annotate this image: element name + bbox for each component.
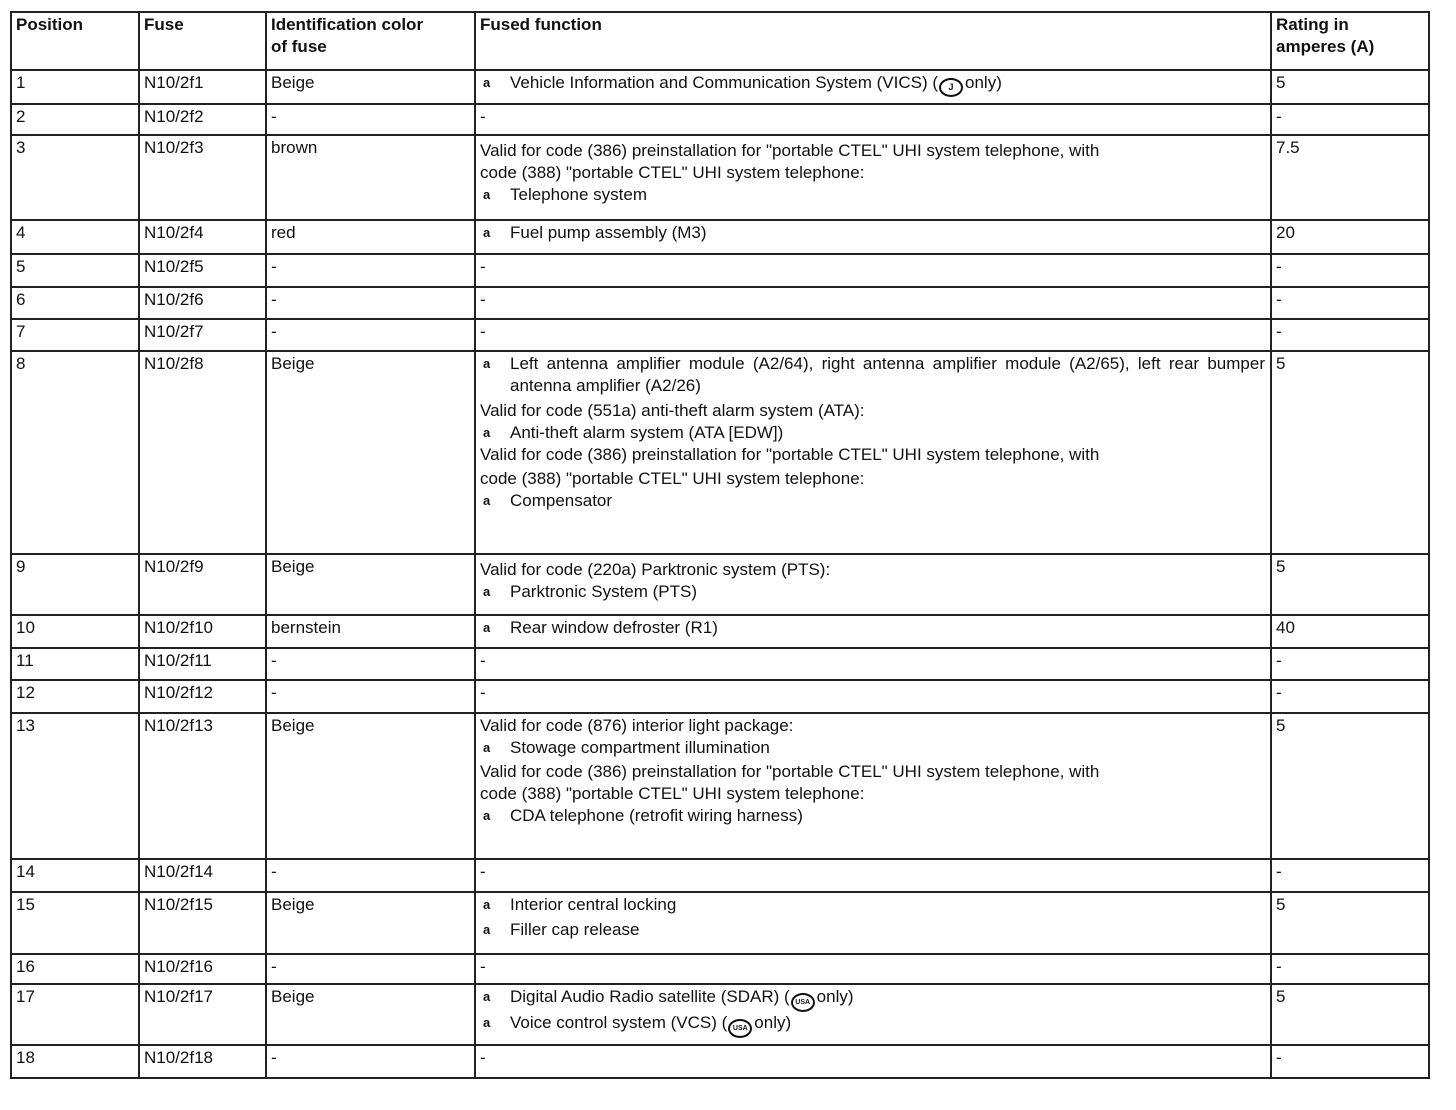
cell-color: - — [266, 680, 475, 713]
cell-fuse: N10/2f3 — [139, 135, 266, 220]
cell-position: 18 — [11, 1045, 139, 1078]
header-position: Position — [11, 12, 139, 70]
header-fused-function: Fused function — [475, 12, 1271, 70]
cell-color: brown — [266, 135, 475, 220]
usa-version-icon: USA — [791, 993, 815, 1012]
table-row — [11, 615, 1429, 648]
table-row — [11, 319, 1429, 351]
cell-rating: - — [1271, 287, 1429, 319]
cell-color: - — [266, 648, 475, 680]
cell-fuse: N10/2f15 — [139, 892, 266, 954]
cell-function: a Left antenna amplifier module (A2/64), right antenna amplifier module (A2/65), left rear bumper antenna amplifier (A2/26) Valid for code (551a) anti-theft alarm system (ATA): a Anti-theft alarm system (ATA [EDW]) Valid for code (386) preinstallation for "portable CTEL" UHI system telephone, with code (388) "portable CTEL" UHI system telephone: a Compensator — [475, 351, 1271, 554]
table-row — [11, 254, 1429, 287]
function-item: a Rear window defroster (R1) — [480, 617, 1265, 639]
cell-rating: - — [1271, 680, 1429, 713]
japan-version-icon: J — [939, 78, 963, 97]
fuse-table-container — [10, 11, 1430, 1079]
table-row — [11, 892, 1429, 954]
function-item: a Stowage compartment illumination — [480, 737, 1265, 759]
cell-function: - — [475, 648, 1271, 680]
cell-function — [475, 892, 1271, 954]
cell-color: Beige — [266, 351, 475, 554]
table-row — [11, 135, 1429, 220]
cell-rating: - — [1271, 1045, 1429, 1078]
cell-position: 1 — [11, 70, 139, 104]
cell-rating: 5 — [1271, 351, 1429, 554]
cell-rating: 20 — [1271, 220, 1429, 254]
table-row — [11, 713, 1429, 859]
cell-color: red — [266, 220, 475, 254]
cell-fuse: N10/2f14 — [139, 859, 266, 892]
cell-position: 8 — [11, 351, 139, 554]
cell-position: 15 — [11, 892, 139, 954]
function-item: a Compensator — [480, 490, 1265, 512]
cell-color: Beige — [266, 554, 475, 615]
table-row — [11, 984, 1429, 1045]
cell-position: 9 — [11, 554, 139, 615]
cell-color: - — [266, 319, 475, 351]
cell-color: - — [266, 859, 475, 892]
cell-rating: 5 — [1271, 70, 1429, 104]
usa-version-icon: USA — [728, 1019, 752, 1038]
cell-rating: - — [1271, 254, 1429, 287]
cell-fuse: N10/2f4 — [139, 220, 266, 254]
cell-function: - — [475, 319, 1271, 351]
cell-position: 2 — [11, 104, 139, 135]
cell-function: - — [475, 254, 1271, 287]
cell-function: Valid for code (220a) Parktronic system (PTS): a Parktronic System (PTS) — [475, 554, 1271, 615]
cell-function — [475, 615, 1271, 648]
cell-fuse: N10/2f10 — [139, 615, 266, 648]
cell-color: - — [266, 1045, 475, 1078]
cell-position: 11 — [11, 648, 139, 680]
table-row — [11, 220, 1429, 254]
cell-color: - — [266, 287, 475, 319]
cell-function: - — [475, 104, 1271, 135]
cell-function: - — [475, 680, 1271, 713]
cell-position: 7 — [11, 319, 139, 351]
cell-color: Beige — [266, 70, 475, 104]
cell-fuse: N10/2f7 — [139, 319, 266, 351]
table-row — [11, 954, 1429, 984]
cell-color: - — [266, 104, 475, 135]
cell-fuse: N10/2f6 — [139, 287, 266, 319]
cell-function: - — [475, 287, 1271, 319]
cell-color: - — [266, 254, 475, 287]
function-item: a Digital Audio Radio satellite (SDAR) ( USA only) — [480, 986, 1265, 1012]
cell-color: bernstein — [266, 615, 475, 648]
cell-rating: - — [1271, 104, 1429, 135]
header-fuse: Fuse — [139, 12, 266, 70]
table-row — [11, 104, 1429, 135]
function-item: a Fuel pump assembly (M3) — [480, 222, 1265, 244]
cell-function: Valid for code (386) preinstallation for "portable CTEL" UHI system telephone, with code (388) "portable CTEL" UHI system telephone: a Telephone system — [475, 135, 1271, 220]
cell-color: - — [266, 954, 475, 984]
cell-rating: - — [1271, 648, 1429, 680]
table-row — [11, 351, 1429, 554]
cell-rating: 5 — [1271, 892, 1429, 954]
function-item: a Filler cap release — [480, 919, 1265, 941]
cell-color: Beige — [266, 892, 475, 954]
cell-fuse: N10/2f9 — [139, 554, 266, 615]
cell-rating: 5 — [1271, 554, 1429, 615]
table-row — [11, 287, 1429, 319]
function-item: a Telephone system — [480, 184, 1265, 206]
cell-position: 6 — [11, 287, 139, 319]
cell-fuse: N10/2f8 — [139, 351, 266, 554]
cell-function — [475, 70, 1271, 104]
cell-position: 3 — [11, 135, 139, 220]
cell-fuse: N10/2f5 — [139, 254, 266, 287]
cell-position: 5 — [11, 254, 139, 287]
header-rating: Rating in amperes (A) — [1271, 12, 1429, 70]
function-item: a Anti-theft alarm system (ATA [EDW]) — [480, 422, 1265, 444]
table-row — [11, 859, 1429, 892]
cell-function: - — [475, 1045, 1271, 1078]
table-row — [11, 1045, 1429, 1078]
cell-position: 4 — [11, 220, 139, 254]
table-row — [11, 554, 1429, 615]
cell-rating: 5 — [1271, 984, 1429, 1045]
header-identification-color: Identification color of fuse — [266, 12, 475, 70]
function-item: a CDA telephone (retrofit wiring harness) — [480, 805, 1265, 827]
table-row — [11, 70, 1429, 104]
function-item: a Voice control system (VCS) ( USA only) — [480, 1012, 1265, 1038]
cell-position: 13 — [11, 713, 139, 859]
cell-rating: 40 — [1271, 615, 1429, 648]
cell-color: Beige — [266, 984, 475, 1045]
cell-rating: - — [1271, 319, 1429, 351]
cell-function — [475, 984, 1271, 1045]
cell-position: 12 — [11, 680, 139, 713]
cell-function — [475, 220, 1271, 254]
cell-rating: 7.5 — [1271, 135, 1429, 220]
cell-fuse: N10/2f1 — [139, 70, 266, 104]
function-item: a Parktronic System (PTS) — [480, 581, 1265, 603]
cell-fuse: N10/2f12 — [139, 680, 266, 713]
fuse-assignment-table — [10, 11, 1430, 1079]
cell-fuse: N10/2f16 — [139, 954, 266, 984]
cell-function: - — [475, 859, 1271, 892]
cell-fuse: N10/2f13 — [139, 713, 266, 859]
cell-function: - — [475, 954, 1271, 984]
function-item: a Interior central locking — [480, 894, 1265, 916]
cell-position: 10 — [11, 615, 139, 648]
function-item: a Left antenna amplifier module (A2/64), right antenna amplifier module (A2/65), left rear bumper antenna amplifier (A2/26) — [480, 353, 1265, 397]
cell-function: Valid for code (876) interior light package: a Stowage compartment illumination Valid for code (386) preinstallation for "portable CTEL" UHI system telephone, with code (388) "portable CTEL" UHI system telephone: a CDA telephone (retrofit wiring harness) — [475, 713, 1271, 859]
cell-fuse: N10/2f11 — [139, 648, 266, 680]
cell-rating: 5 — [1271, 713, 1429, 859]
table-row — [11, 648, 1429, 680]
cell-color: Beige — [266, 713, 475, 859]
cell-position: 14 — [11, 859, 139, 892]
table-row — [11, 680, 1429, 713]
header-row — [11, 12, 1429, 70]
cell-fuse: N10/2f18 — [139, 1045, 266, 1078]
cell-rating: - — [1271, 859, 1429, 892]
cell-rating: - — [1271, 954, 1429, 984]
function-item: a Vehicle Information and Communication System (VICS) ( J only) — [480, 72, 1265, 97]
cell-position: 16 — [11, 954, 139, 984]
cell-fuse: N10/2f2 — [139, 104, 266, 135]
cell-position: 17 — [11, 984, 139, 1045]
cell-fuse: N10/2f17 — [139, 984, 266, 1045]
